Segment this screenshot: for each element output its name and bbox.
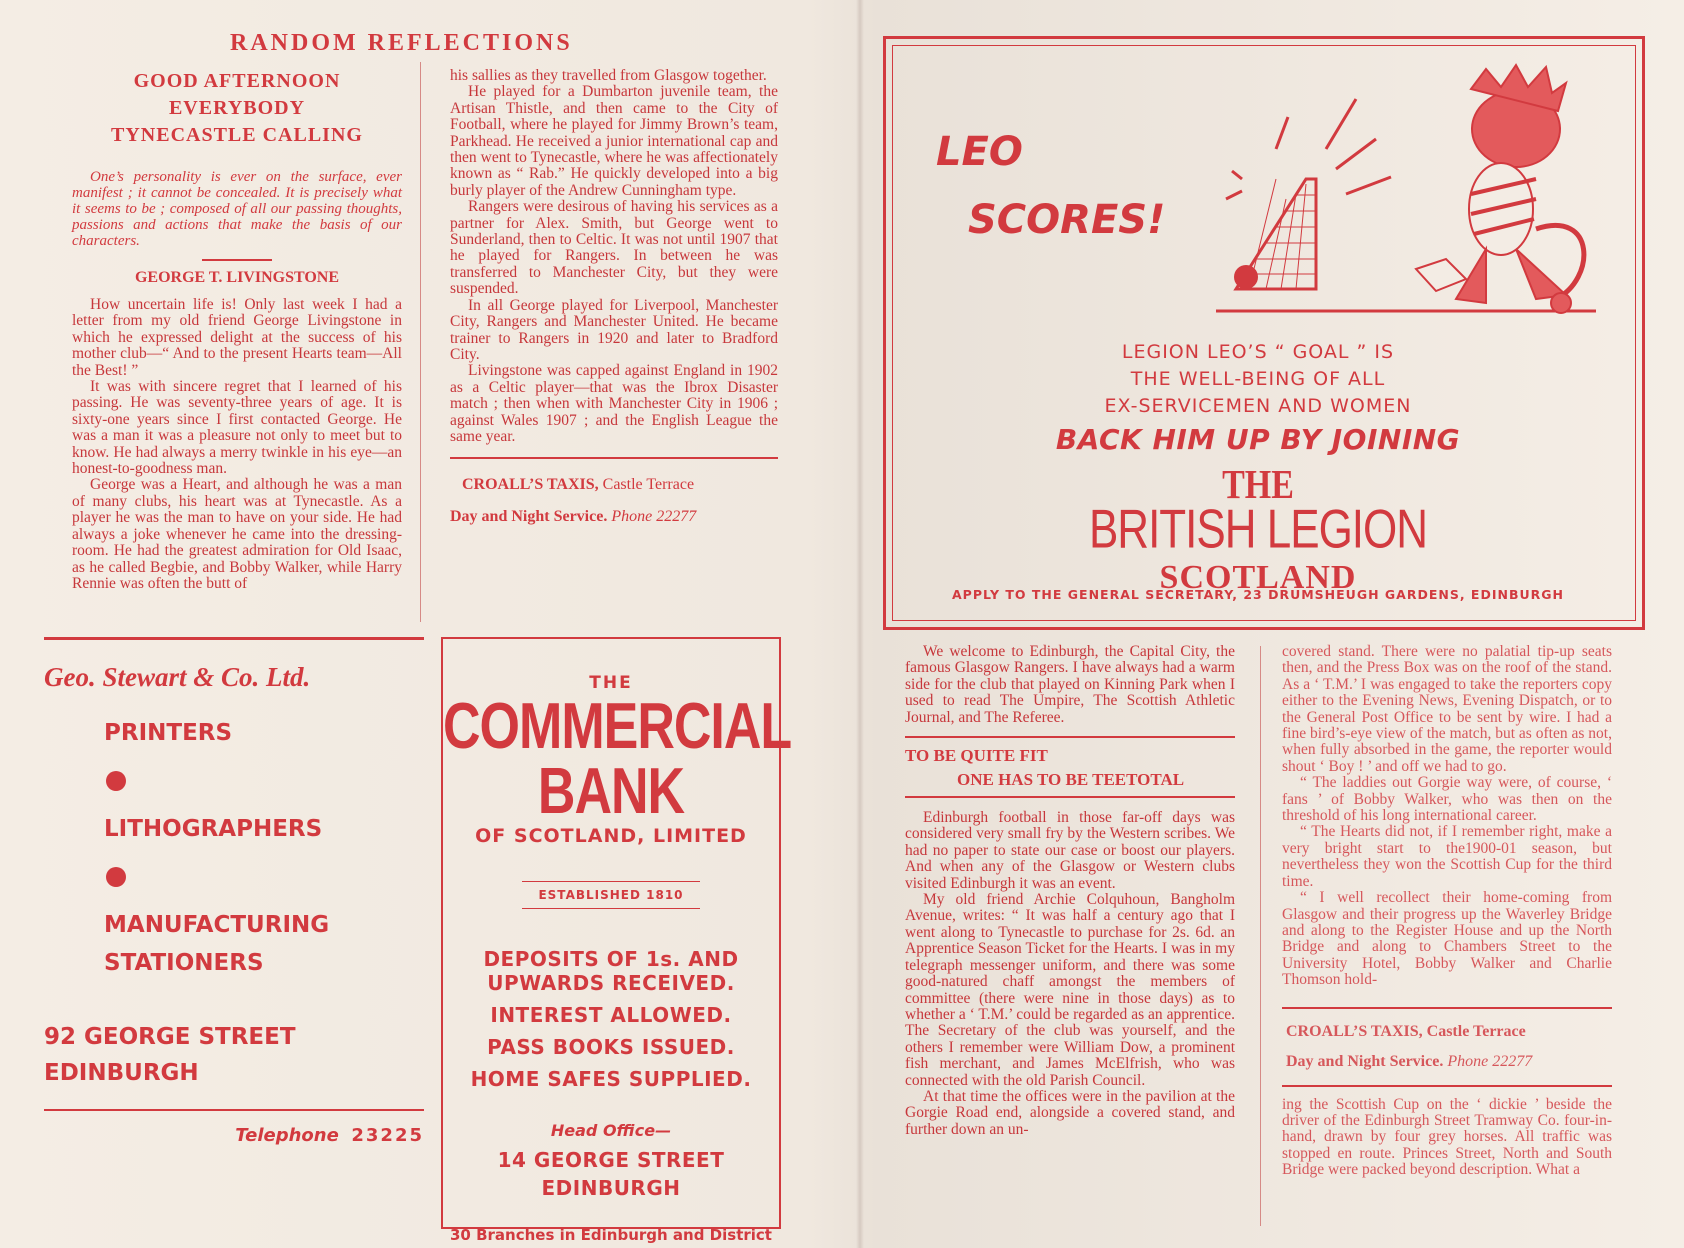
service-item: LITHOGRAPHERS	[104, 816, 323, 842]
feature: UPWARDS RECEIVED.	[487, 971, 735, 995]
feature: HOME SAFES SUPPLIED.	[470, 1067, 752, 1091]
taxi-phone: Phone 22277	[1447, 1052, 1533, 1070]
column-livingstone	[72, 68, 402, 592]
section-title: RANDOM REFLECTIONS	[230, 30, 573, 56]
address-line: 14 GEORGE STREET	[497, 1148, 725, 1172]
bank-subtitle: OF SCOTLAND, LIMITED	[475, 825, 747, 847]
legion-cta: BACK HIM UP BY JOINING	[1055, 423, 1461, 456]
service-item: MANUFACTURING	[104, 912, 330, 938]
taxi-ad	[1282, 1007, 1612, 1087]
welcome-body	[905, 810, 1235, 1138]
legion-apply: APPLY TO THE GENERAL SECRETARY, 23 DRUMSHEUGH GARDENS, EDINBURGH	[951, 587, 1564, 602]
legion-the: THE	[1222, 463, 1294, 508]
taxi-location: Castle Terrace	[1426, 1022, 1526, 1040]
welcome-body-cont	[1282, 644, 1612, 989]
column-divider	[420, 62, 421, 622]
paragraph: At that time the offices were in the pavilion at the Gorgie Road end, alongside a covered stand, and further down an un-	[905, 1087, 1235, 1138]
livingstone-body-cont	[450, 68, 778, 445]
taxi-ad	[450, 457, 778, 533]
heading-line: TO BE QUITE FIT	[905, 746, 1048, 766]
legion-country: SCOTLAND	[1159, 559, 1357, 596]
leo-lion-illustration	[1216, 59, 1606, 329]
stewart-address	[44, 1019, 424, 1091]
taxi-location: Castle Terrace	[602, 476, 695, 494]
paragraph: In all George played for Liverpool, Manchester City, Rangers and Manchester United. He became trainer to Rangers in 1920 and later to Bradford City.	[450, 296, 778, 363]
message-line: LEGION LEO’S “ GOAL ” IS	[1121, 341, 1395, 363]
paragraph: My old friend Archie Colquhoun, Bangholm Avenue, writes: “ It was half a century ago that I went along to Tynecastle to purchase for 2s. 6d. an Apprentice Season Ticket for the Hearts. I was in my telegraph messenger uniform, and there was some good-natured chaff amongst the members of committee (there were nine in those days) as to whether a ‘ T.M.’ could be regarded as an apprentice. The Secretary of the club was yourself, and the others I remember were William Dow, a prominent fish merchant, and James McElfrish, who was connected with the old Parish Council.	[905, 891, 1235, 1089]
bank-address	[443, 1146, 779, 1202]
paragraph: covered stand. There were no palatial tip-up seats then, and the Press Box was on the roof of the stand. As a ‘ T.M.’ I was engaged to take the reporters copy either to the Evening News, Evening Dispatch, or to the General Post Office to be sent by wire. I had a fine bird’s-eye view of the match, but as often as not, when fully absorbed in the game, the reporter would shout ‘ Boy ! ’ and off we had to go.	[1282, 643, 1612, 775]
stewart-ad	[44, 637, 424, 1227]
paragraph: “ The laddies out Gorgie way were, of course, ‘ fans ’ of Bobby Walker, who was then on the threshold of his long international career.	[1282, 774, 1612, 825]
bank-features	[443, 947, 779, 1091]
fit-heading	[905, 736, 1235, 798]
paragraph: his sallies as they travelled from Glasgow together.	[450, 67, 767, 84]
message-line: THE WELL-BEING OF ALL	[1130, 368, 1386, 390]
paragraph: ing the Scottish Cup on the ‘ dickie ’ beside the driver of the Edinburgh Street Tramway Co. four-in-hand, drawn by four grey horses. All traffic was stopped en route. Princes Street, North and South Bridge were packed beyond description. What a	[1282, 1095, 1612, 1179]
welcome-intro	[905, 644, 1235, 726]
paragraph: Rangers were desirous of having his services as a partner for Alex. Smith, but George went to Sunderland, then to Celtic. It was not until 1907 that he played for Rangers. In between he was transferred to Manchester City, but they were suspended.	[450, 198, 778, 298]
welcome-body-end	[1282, 1097, 1612, 1179]
stewart-company: Geo. Stewart & Co. Ltd.	[44, 662, 311, 692]
scores-text: SCORES!	[968, 197, 1166, 243]
livingstone-subhead: GEORGE T. LIVINGSTONE	[134, 269, 340, 286]
personality-quote: One’s personality is ever on the surface, ever manifest ; it cannot be concealed. It is precisely what it seems to be ; composed of all our passing thoughts, passions and actions that make the basis of our characters.	[72, 169, 402, 249]
center-fold	[856, 0, 864, 1248]
paragraph: Livingstone was capped against England in 1902 as a Celtic player—that was the Ibrox Disaster match ; then when with Manchester City in 1906 ; against Wales 1907 ; and the English League the same year.	[450, 362, 778, 445]
message-line: EX-SERVICEMEN AND WOMEN	[1104, 395, 1412, 417]
rule	[44, 637, 424, 640]
bank-branches: 30 Branches in Edinburgh and District	[450, 1226, 772, 1244]
header-line: GOOD AFTERNOON	[133, 70, 341, 92]
column-welcome-cont	[1282, 644, 1612, 1179]
header-line: EVERYBODY	[168, 97, 306, 119]
header-line: TYNECASTLE CALLING	[111, 124, 363, 146]
paragraph: Edinburgh football in those far-off days was considered very small fry by the Western scribes. We had no paper to state our case or boost our players. And when any of the Glasgow or Western clubs visited Edinburgh it was an event.	[905, 809, 1235, 892]
paragraph: How uncertain life is! Only last week I had a letter from my old friend George Livingstone in which he expressed delight at the success of his mother club—“ And to the present Hearts team—All the Best! ”	[72, 296, 402, 379]
legion-org: BRITISH LEGION	[1088, 498, 1428, 560]
bank-name: COMMERCIAL BANK	[443, 690, 792, 828]
service-item: PRINTERS	[104, 720, 233, 746]
taxi-service: Day and Night Service.	[450, 508, 608, 526]
livingstone-body	[72, 297, 402, 592]
feature: PASS BOOKS ISSUED.	[487, 1035, 735, 1059]
bank-the: THE	[589, 673, 633, 693]
heading-line: ONE HAS TO BE TEETOTAL	[957, 770, 1185, 790]
legion-message	[886, 339, 1630, 420]
british-legion-ad	[883, 36, 1645, 630]
paragraph: George was a Heart, and although he was a man of many clubs, his heart was at Tynecastle. As a player he was the man to have on your side. He had always a joke whenever he came into the dressing-room. He had the greatest admiration for Old Isaac, as he called Begbie, and Bobby Walker, while Harry Rennie was often the butt of	[72, 476, 402, 592]
taxi-name: CROALL’S TAXIS,	[1286, 1022, 1423, 1040]
telephone-number: 23225	[351, 1125, 424, 1146]
commercial-bank-ad	[441, 637, 792, 1244]
feature: DEPOSITS OF 1s. AND	[483, 947, 739, 971]
service-item: STATIONERS	[104, 950, 264, 976]
taxi-phone: Phone 22277	[611, 508, 697, 526]
paragraph: It was with sincere regret that I learned of his passing. He was seventy-three years of age. It is sixty-one years since I first contacted George. He was a man it was a pleasure not only to meet but to know. He had always a merry twinkle in his eye—an honest-to-goodness man.	[72, 378, 402, 478]
paragraph: “ The Hearts did not, if I remember right, make a very bright start to the1900-01 season, but nevertheless they won the Scottish Cup for the third time.	[1282, 823, 1612, 890]
paragraph: We welcome to Edinburgh, the Capital City, the famous Glasgow Rangers. I have always had a warm side for the club that played on Kinning Park when I used to read The Umpire, The Scottish Athletic Journal, and The Referee.	[905, 643, 1235, 726]
bank-established: ESTABLISHED 1810	[522, 881, 699, 909]
feature: INTEREST ALLOWED.	[490, 1003, 732, 1027]
paragraph: “ I well recollect their home-coming from Glasgow and their progress up the Waverley Bridge and along to the Register House and up the North Bridge and along to Chambers Street to the University Hotel, Bobby Walker and Charlie Thomson hold-	[1282, 889, 1612, 989]
taxi-name: CROALL’S TAXIS,	[462, 476, 599, 494]
column-livingstone-cont	[450, 68, 778, 533]
ball-icon	[1234, 265, 1258, 289]
telephone-label: Telephone	[235, 1125, 339, 1146]
address-line: EDINBURGH	[44, 1060, 199, 1086]
column-welcome	[905, 644, 1235, 1138]
paragraph: He played for a Dumbarton juvenile team, the Artisan Thistle, and then came to the City of Football, where he played for Jimmy Brown’s team, Parkhead. He received a junior international cap and then went to Tynecastle, where he was affectionately known as “ Rab.” He quickly developed into a big burly player of the Andrew Cunningham type.	[450, 83, 778, 199]
stewart-telephone	[44, 1109, 424, 1146]
address-line: EDINBURGH	[541, 1176, 681, 1200]
head-office-label: Head Office—	[550, 1121, 672, 1140]
leo-text: LEO	[936, 129, 1023, 175]
taxi-service: Day and Night Service.	[1286, 1052, 1444, 1070]
divider	[202, 259, 272, 261]
column-divider	[1260, 646, 1261, 1226]
address-line: 92 GEORGE STREET	[44, 1024, 296, 1050]
stewart-services	[104, 717, 424, 979]
bullet-dot	[106, 867, 126, 887]
bullet-dot	[106, 771, 126, 791]
